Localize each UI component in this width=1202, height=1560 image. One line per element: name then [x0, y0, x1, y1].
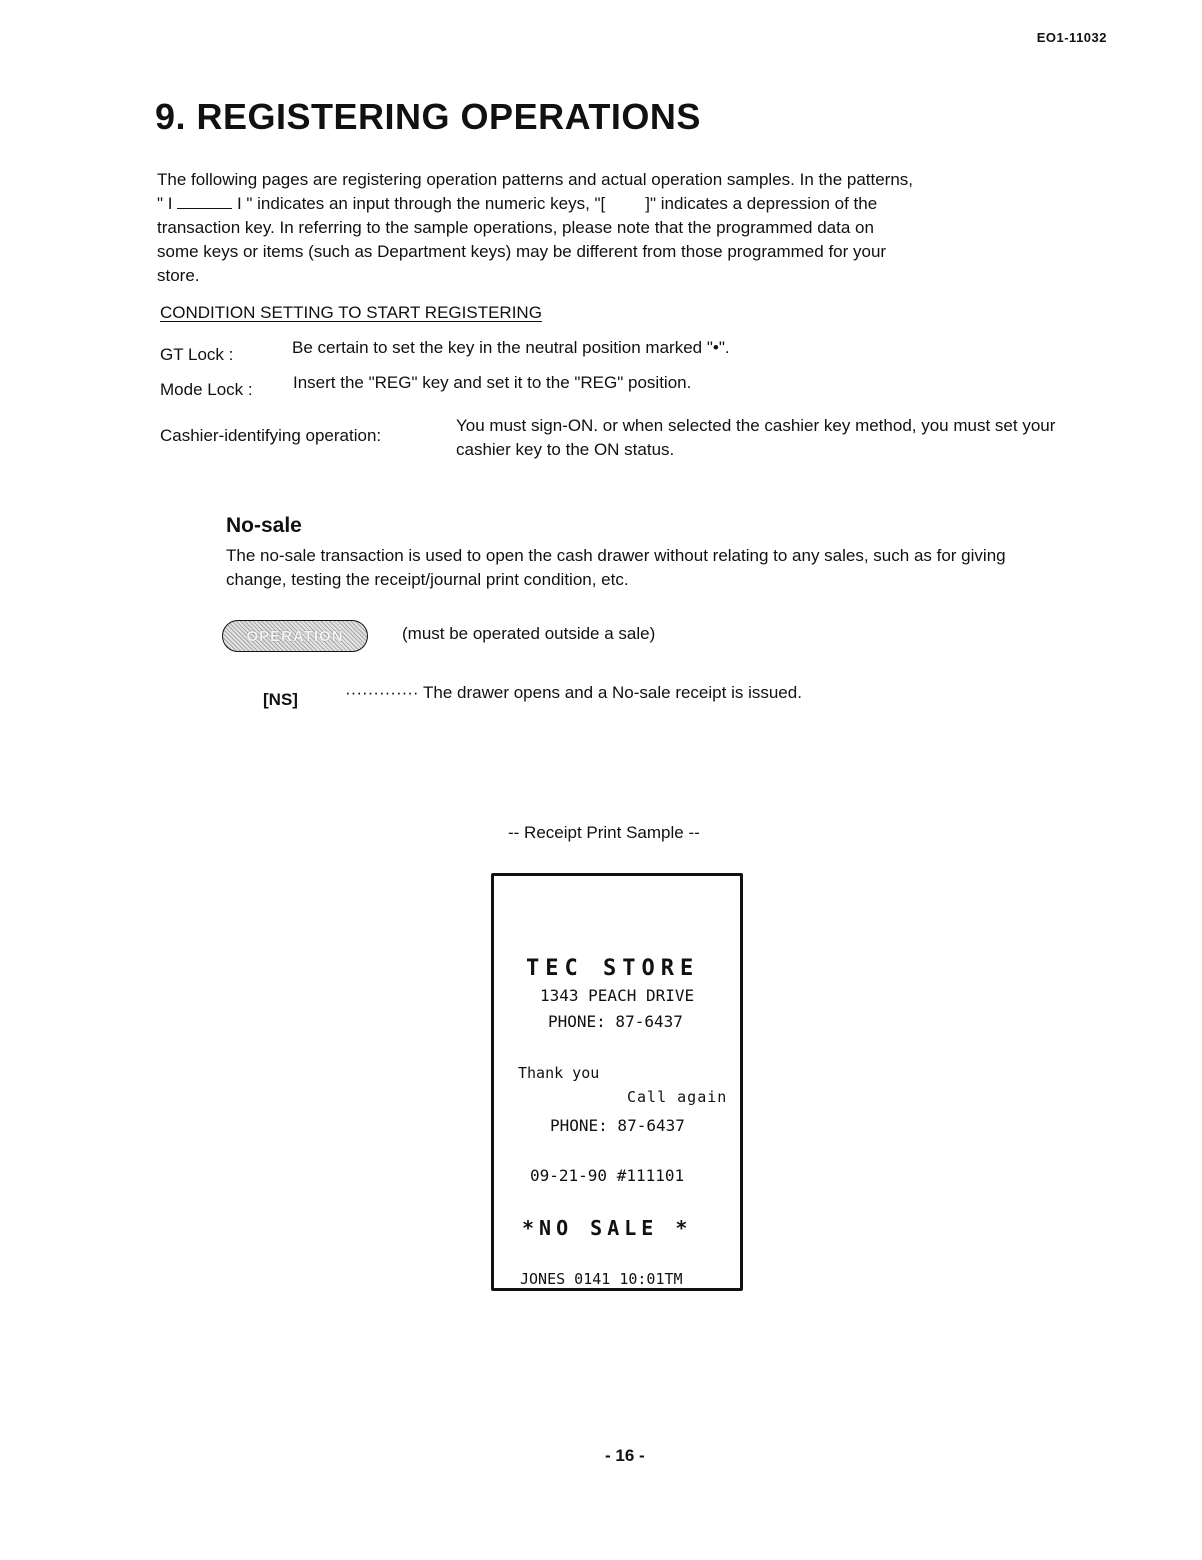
intro-line-5: store. [157, 266, 200, 285]
operation-note: (must be operated outside a sale) [402, 624, 656, 643]
receipt-footer-line: JONES 0141 10:01TM [520, 1270, 683, 1288]
mode-lock-text: Insert the "REG" key and set it to the "REG" position. [293, 373, 692, 392]
document-id: EO1-11032 [1036, 30, 1107, 45]
intro-line-2-a: " I [157, 194, 173, 213]
numeric-input-blank [177, 194, 232, 209]
receipt-call-again: Call again [627, 1088, 728, 1106]
intro-line-1: The following pages are registering operation patterns and actual operation samples. In the patterns, [157, 170, 914, 189]
intro-line-4: some keys or items (such as Department keys) may be different from those programmed for your [157, 242, 887, 261]
mode-lock-label: Mode Lock : [160, 380, 253, 399]
receipt-address: 1343 PEACH DRIVE [540, 986, 695, 1005]
page-title: 9. REGISTERING OPERATIONS [155, 96, 701, 137]
intro-line-3: transaction key. In referring to the sample operations, please note that the programmed data on [157, 218, 874, 237]
receipt-no-sale: *NO SALE * [522, 1216, 693, 1240]
gt-lock-label: GT Lock : [160, 345, 234, 364]
intro-line-2 [157, 192, 1047, 216]
intro-line-2-c: ]" indicates a depression of the [645, 194, 878, 213]
cashier-label: Cashier-identifying operation: [160, 426, 382, 445]
ns-key-description: ············· The drawer opens and a No-sale receipt is issued. [345, 683, 802, 702]
condition-heading: CONDITION SETTING TO START REGISTERING [160, 303, 542, 322]
gt-lock-text: Be certain to set the key in the neutral position marked "•". [292, 338, 730, 357]
nosale-title: No-sale [226, 514, 302, 537]
operation-badge [222, 620, 368, 652]
receipt-store-name: TEC STORE [526, 956, 700, 981]
receipt-caption: -- Receipt Print Sample -- [508, 823, 700, 842]
page-number: - 16 - [605, 1446, 645, 1465]
cashier-text: You must sign-ON. or when selected the cashier key method, you must set your cashier key to the ON status. [456, 416, 1056, 459]
ns-key-label: [NS] [263, 690, 298, 709]
receipt-sample [491, 873, 743, 1291]
receipt-date-line: 09-21-90 #111101 [530, 1166, 685, 1185]
intro-paragraph [157, 168, 1047, 288]
nosale-description: The no-sale transaction is used to open the cash drawer without relating to any sales, such as for giving change, testing the receipt/journal print condition, etc. [226, 546, 1006, 589]
receipt-phone-1: PHONE: 87-6437 [548, 1012, 683, 1031]
receipt-phone-2: PHONE: 87-6437 [550, 1116, 685, 1135]
receipt-thank-you: Thank you [518, 1064, 600, 1082]
operation-badge-label: OPERATION [246, 627, 344, 645]
intro-line-2-b: I " indicates an input through the numeric keys, "[ [236, 194, 606, 213]
